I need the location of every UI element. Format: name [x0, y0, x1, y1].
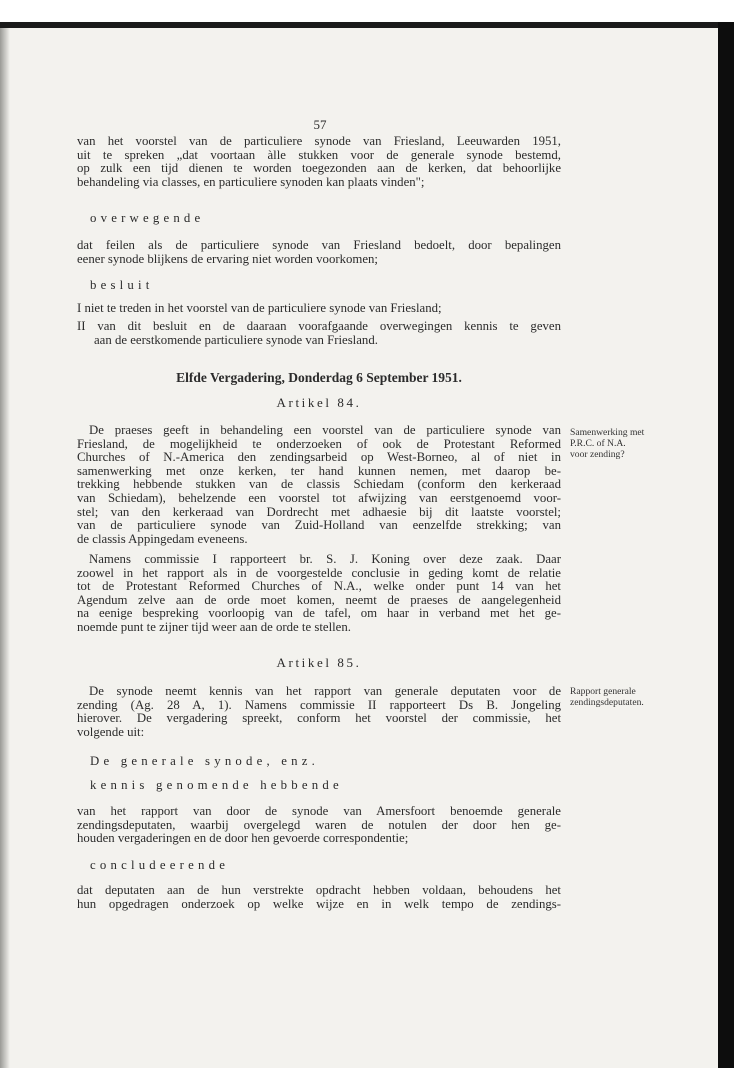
- text-line: op zulk een tijd dienen te worden toegezonden aan de kerken, dat behoorlijke: [77, 161, 561, 176]
- margin-line: zendingsdeputaten.: [570, 697, 644, 708]
- text-line: dat feilen als de particuliere synode van Friesland bedoelt, door bepalingen: [77, 238, 561, 252]
- meeting-heading: Elfde Vergadering, Donderdag 6 September 1951.: [176, 370, 462, 385]
- text-line: tot de Protestant Reformed Churches of N.A., welke onder punt 14 van het: [77, 579, 561, 594]
- spaced-term-concludeerende: concludeerende: [90, 858, 230, 872]
- decision-item-1: I niet te treden in het voorstel van de particuliere synode van Friesland;: [77, 301, 442, 315]
- art85-paragraph-1: [77, 685, 561, 739]
- decision-item-2: [77, 320, 561, 347]
- margin-note-art84: [570, 427, 700, 460]
- text-line: houden vergaderingen en de door hen gevoerde correspondentie;: [77, 831, 409, 846]
- art85-paragraph-3: [77, 884, 561, 911]
- paragraph-feilen: [77, 239, 561, 266]
- text-line: na eenige bespreking voorloopig van de tafel, om haar in verband met het ge-: [77, 606, 561, 621]
- text-line: van het rapport van door de synode van Amersfoort benoemde generale: [77, 804, 561, 818]
- page-gutter-shadow: [0, 22, 10, 1068]
- text-line: aan de eerstkomende particuliere synode van Friesland.: [94, 332, 378, 347]
- margin-line: P.R.C. of N.A.: [570, 438, 626, 449]
- text-line: eener synode blijkens de ervaring niet worden voorkomen;: [77, 251, 378, 266]
- text-line: Agendum zelve aan de orde moet komen, neemt de praeses de aangelegenheid: [77, 592, 561, 607]
- text-line: hierover. De vergadering spreekt, conform het voorstel der commissie, het: [77, 711, 561, 726]
- art84-paragraph-2: [77, 553, 561, 635]
- top-scan-border: [0, 22, 720, 28]
- art85-paragraph-2: [77, 805, 561, 846]
- text-line: van het voorstel van de particuliere synode van Friesland, Leeuwarden 1951,: [77, 134, 561, 148]
- margin-line: voor zending?: [570, 449, 625, 460]
- paragraph-proposal: [77, 135, 561, 189]
- spaced-term-besluit: besluit: [90, 278, 154, 292]
- text-line: volgende uit:: [77, 724, 145, 739]
- margin-line: Rapport generale: [570, 686, 636, 697]
- text-line: van de particuliere synode van Zuid-Holland van eenzelfde strekking; van: [77, 518, 561, 533]
- right-margin-strip: [734, 0, 738, 1068]
- text-line: hun opgedragen onderzoek op welke wijze en in welk tempo de zendings-: [77, 896, 561, 911]
- text-line: De praeses geeft in behandeling een voorstel van de particuliere synode van: [89, 423, 561, 437]
- text-line: de classis Appingedam eveneens.: [77, 531, 248, 546]
- art84-paragraph-1: [77, 424, 561, 546]
- spaced-term-generale-synode: De generale synode, enz.: [90, 754, 320, 768]
- margin-line: Samenwerking met: [570, 427, 645, 438]
- article-84-heading: Artikel 84.: [276, 395, 362, 410]
- margin-note-art85: [570, 686, 700, 708]
- text-line: samenwerking met onze kerken, ter hand kunnen nemen, met daarop be-: [77, 463, 561, 478]
- text-line: De synode neemt kennis van het rapport van generale deputaten voor de: [89, 684, 561, 698]
- text-line: behandeling via classes, en particuliere synoden kan plaats vinden";: [77, 174, 425, 189]
- text-line: dat deputaten aan de hun verstrekte opdracht hebben voldaan, behoudens het: [77, 883, 561, 897]
- spaced-term-kennis-genomende: kennis genomende hebbende: [90, 778, 343, 792]
- text-line: zending (Ag. 28 A, 1). Namens commissie II rapporteert Ds B. Jongeling: [77, 697, 561, 712]
- text-line: zoowel in het rapport als in de voorgestelde conclusie in geding komt de relatie: [77, 565, 561, 580]
- text-line: Churches of N.-America den zendingsarbeid op West-Borneo, al of niet in: [77, 450, 561, 465]
- article-85-heading: Artikel 85.: [276, 655, 362, 670]
- text-line: uit te spreken „dat voortaan àlle stukken voor de generale synode bestemd,: [77, 147, 561, 162]
- text-line: Friesland, de mogelijkheid te onderzoeken of ook de Protestant Reformed: [77, 436, 561, 451]
- text-line: zendingsdeputaten, waarbij overgelegd waren de notulen der door hen ge-: [77, 817, 561, 832]
- text-line: van Schiedam), behelzende een voorstel tot afwijzing van eerstgenoemd voor-: [77, 490, 561, 505]
- text-line: noemde punt te zijner tijd weer aan de orde te stellen.: [77, 619, 351, 634]
- page-number: 57: [313, 117, 327, 132]
- text-line: trekking hebbende stukken van de classis Schiedam (conform den kerkeraad: [77, 477, 561, 492]
- text-line: Namens commissie I rapporteert br. S. J. Koning over deze zaak. Daar: [89, 552, 561, 566]
- text-line: stel; van den kerkeraad van Dordrecht met adhaesie bij dit laatste voorstel;: [77, 504, 561, 519]
- spaced-term-overwegende: overwegende: [90, 211, 205, 225]
- text-line: II van dit besluit en de daaraan voorafgaande overwegingen kennis te geven: [77, 319, 561, 333]
